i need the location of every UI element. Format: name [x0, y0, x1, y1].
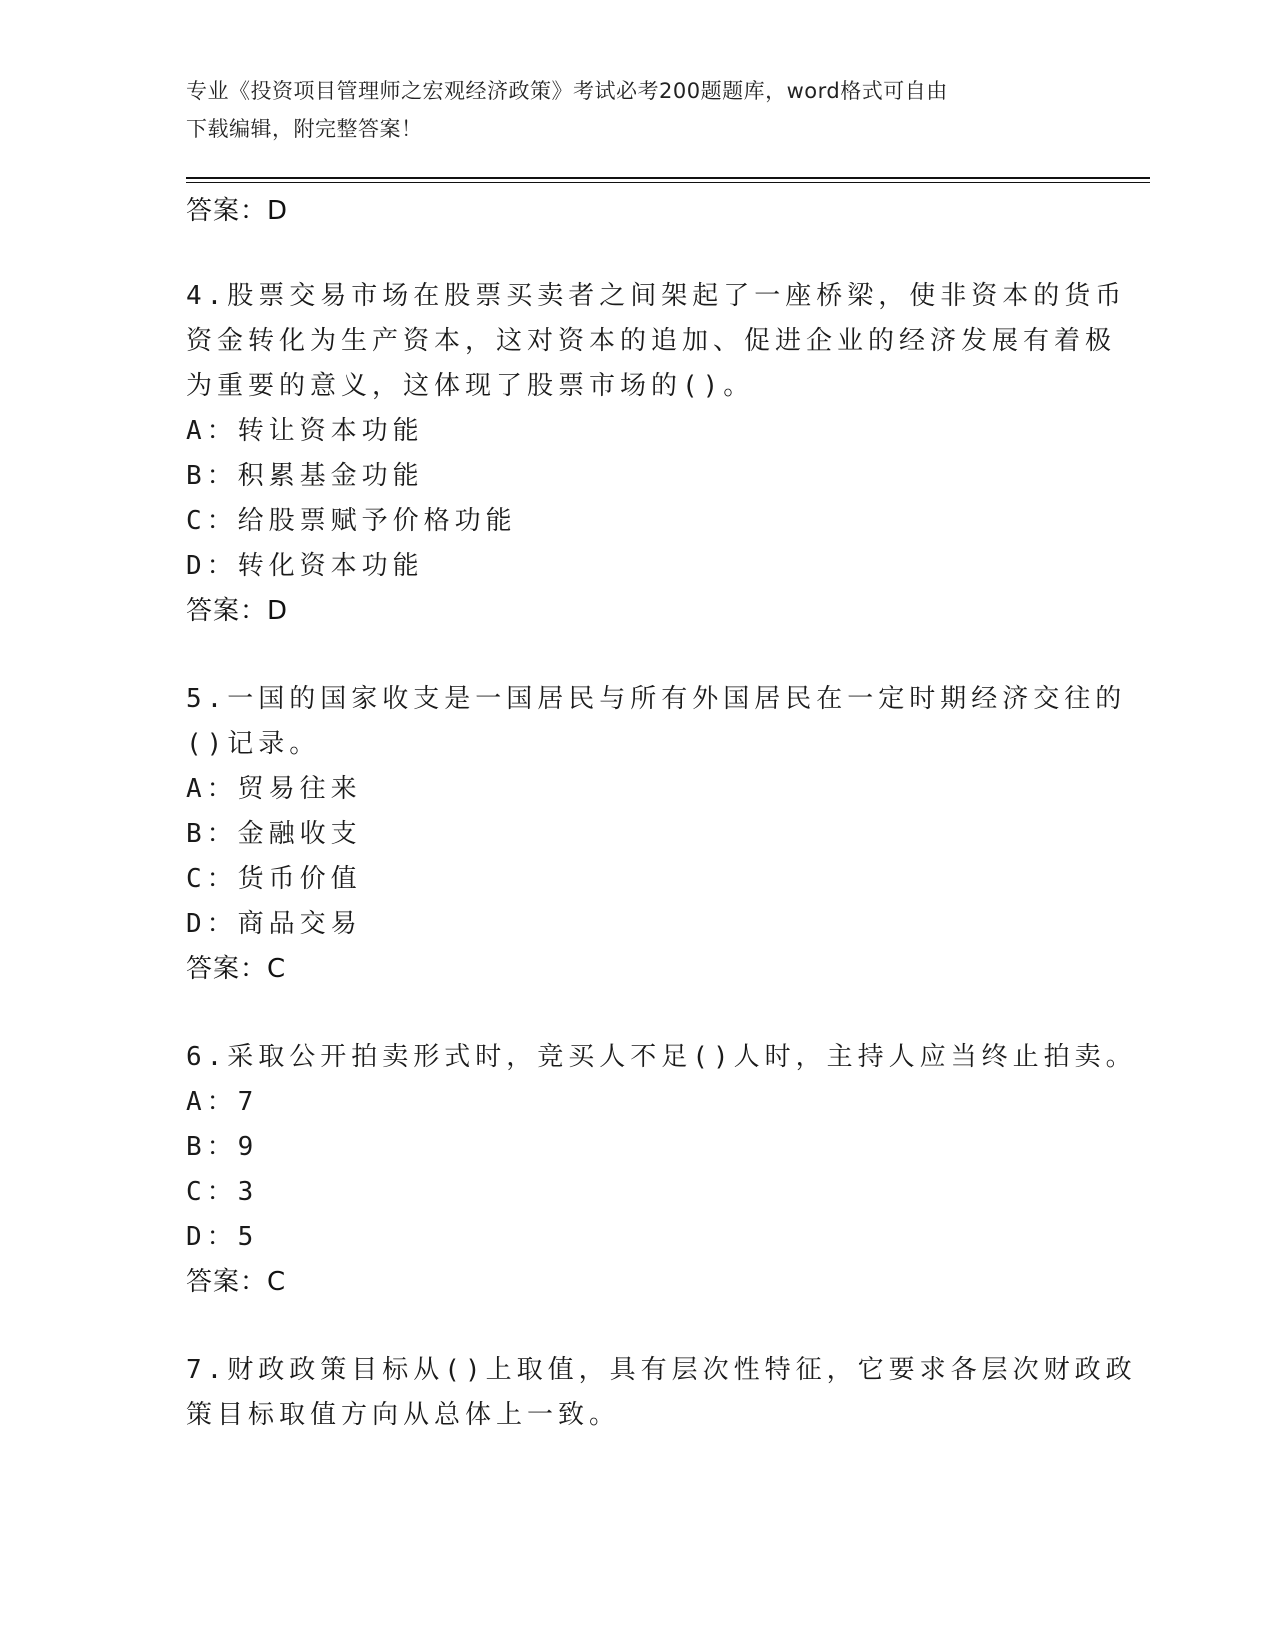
document-header	[186, 72, 1066, 148]
q4-stem-line-2: 资金转化为生产资本，这对资本的追加、促进企业的经济发展有着极	[186, 326, 1117, 356]
q5-option-c: C：货币价值	[186, 864, 362, 894]
header-line-2: 下载编辑，附完整答案！	[186, 117, 423, 141]
q4-option-c: C：给股票赋予价格功能	[186, 506, 517, 536]
q6-option-c: C：3	[186, 1177, 259, 1207]
header-rule-thick	[186, 177, 1150, 179]
answer-previous: 答案：D	[186, 196, 289, 226]
q4-option-a: A：转让资本功能	[186, 416, 424, 446]
q5-stem-line-2: ()记录。	[186, 729, 321, 759]
header-line-1: 专业《投资项目管理师之宏观经济政策》考试必考200题题库，word格式可自由	[186, 79, 948, 103]
q7-stem-line-2: 策目标取值方向从总体上一致。	[186, 1400, 621, 1430]
q4-stem-line-3: 为重要的意义，这体现了股票市场的()。	[186, 371, 755, 401]
q4-stem-line-1: 4.股票交易市场在股票买卖者之间架起了一座桥梁，使非资本的货币	[186, 281, 1127, 311]
q6-option-a: A：7	[186, 1087, 259, 1117]
q5-stem-line-1: 5.一国的国家收支是一国居民与所有外国居民在一定时期经济交往的	[186, 684, 1127, 714]
q4-option-b: B：积累基金功能	[186, 461, 424, 491]
q5-option-d: D：商品交易	[186, 909, 362, 939]
q5-answer: 答案：C	[186, 954, 287, 984]
q6-option-d: D：5	[186, 1222, 259, 1252]
q4-answer: 答案：D	[186, 596, 289, 626]
q6-answer: 答案：C	[186, 1267, 287, 1297]
q5-option-b: B：金融收支	[186, 819, 362, 849]
header-rule-thin	[186, 182, 1150, 183]
q5-option-a: A：贸易往来	[186, 774, 362, 804]
q7-stem-line-1: 7.财政政策目标从()上取值，具有层次性特征，它要求各层次财政政	[186, 1355, 1137, 1385]
q6-option-b: B：9	[186, 1132, 259, 1162]
q6-stem-line-1: 6.采取公开拍卖形式时，竞买人不足()人时，主持人应当终止拍卖。	[186, 1042, 1137, 1072]
q4-option-d: D：转化资本功能	[186, 551, 424, 581]
